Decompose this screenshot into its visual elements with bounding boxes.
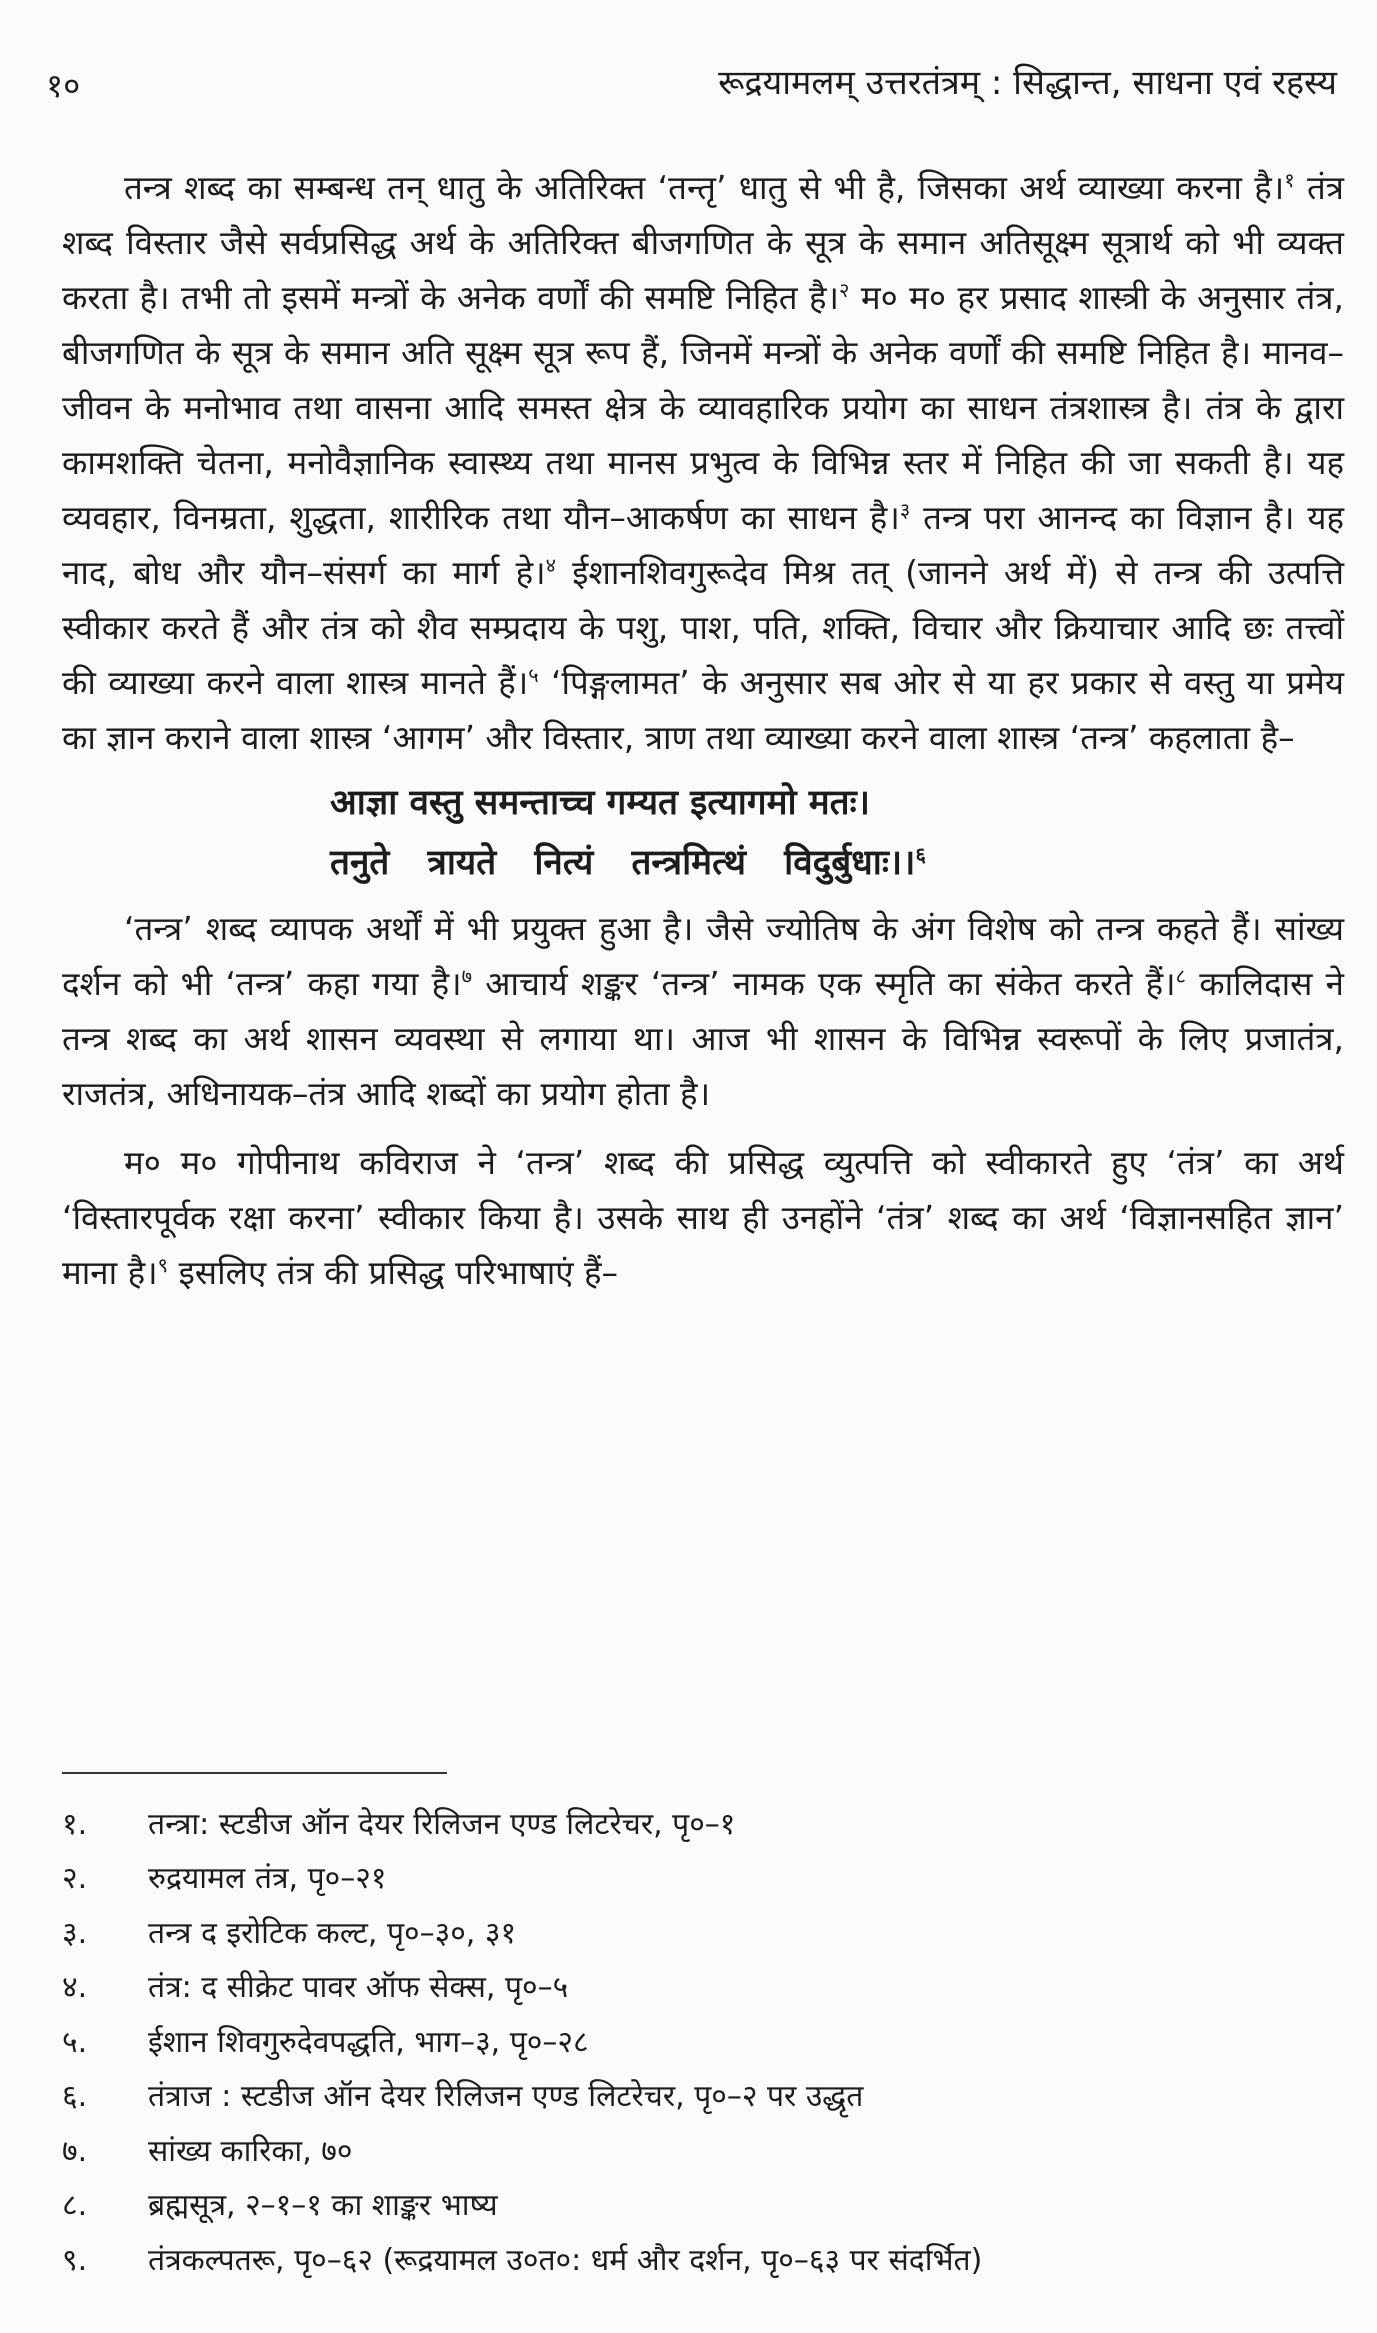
footnote-number: २. [62,1861,88,1897]
text-span: ‘तन्त्र’ शब्द व्यापक अर्थों में भी प्रयुक्त हुआ है। जैसे ज्योतिष के अंग विशेष को तन्त्र कहते हैं। सांख्य दर्शन को भी ‘तन्त्र’ कहा गया है। [62,909,1344,1003]
footnote-item [62,2013,1352,2068]
footnote-text: तन्त्र द इरोटिक कल्ट, पृ०–३०, ३१ [148,1915,517,1951]
footnote-number: ८. [62,2188,88,2224]
footnote-text: तंत्रकल्पतरू, पृ०–६२ (रूद्रयामल उ०त०: धर्म और दर्शन, पृ०–६३ पर संदर्भित) [148,2242,983,2278]
footnote-text: सांख्य कारिका, ७० [148,2133,353,2169]
running-title: रूद्रयामलम् उत्तरतंत्रम् : सिद्धान्त, साधना एवं रहस्य [718,63,1337,103]
footnote-text: तन्त्रा: स्टडीज ऑन देयर रिलिजन एण्ड लिटरेचर, पृ०–१ [148,1806,736,1842]
footnote-text: तंत्राज : स्टडीज ऑन देयर रिलिजन एण्ड लिटरेचर, पृ०–२ पर उद्धृत [148,2079,864,2115]
text-span: इसलिए तंत्र की प्रसिद्ध परिभाषाएं हैं– [168,1253,619,1292]
footnote-item [62,2231,1352,2286]
footnote-item [62,2177,1352,2232]
verse-line-2-text: तनुते त्रायते नित्यं तन्त्रमित्थं विदुर्बुधाः।। [330,843,916,883]
text-span: ‘पिङ्गलामत’ के अनुसार सब ओर से या हर प्रकार से वस्तु या प्रमेय का ज्ञान कराने वाला शास्त्र ‘आगम’ और विस्तार, त्राण तथा व्याख्या करने वाला शास्त्र ‘तन्त्र’ कहलाता है– [62,663,1344,757]
page-number: १० [46,66,81,105]
footnote-ref-2: २ [839,278,850,302]
footnote-number: ६. [62,2079,88,2115]
text-span: म० म० हर प्रसाद शास्त्री के अनुसार तंत्र, बीजगणित के सूत्र के समान अति सूक्ष्म सूत्र रूप हैं, जिनमें मन्त्रों के अनेक वर्णों की समष्टि निहित है। मानव–जीवन के मनोभाव तथा वासना आदि समस्त क्षेत्र के व्यावहारिक प्रयोग का साधन तंत्रशास्त्र है। तंत्र के द्वारा कामशक्ति चेतना, मनोवैज्ञानिक स्वास्थ्य तथा मानस प्रभुत्व के विभिन्न स्तर में निहित की जा सकती है। यह व्यवहार, विनम्रता, शुद्धता, शारीरिक तथा यौन–आकर्षण का साधन है। [62,278,1344,537]
text-span: तन्त्र शब्द का सम्बन्ध तन् धातु के अतिरिक्त ‘तन्तृ’ धातु से भी है, जिसका अर्थ व्याख्या करना है। [124,168,1285,207]
footnote-ref-6: ६ [915,842,926,867]
footnote-ref-4: ४ [545,553,557,577]
footnotes [62,1795,1352,2286]
footnote-number: ९. [62,2242,88,2278]
footnote-item [62,1904,1352,1959]
footnote-item [62,1850,1352,1905]
paragraph-3 [62,1135,1344,1300]
paragraph-1 [62,160,1344,765]
footnote-ref-1: १ [1284,168,1295,192]
footnote-number: ७. [62,2133,88,2169]
footnote-ref-7: ७ [461,964,473,988]
footnote-text: तंत्र: द सीक्रेट पावर ऑफ सेक्स, पृ०–५ [148,1970,569,2006]
footnote-ref-8: ८ [1175,964,1187,988]
footnote-number: ४. [62,1970,88,2006]
footnote-ref-9: ९ [157,1253,169,1277]
footnote-text: ब्रह्मसूत्र, २–१–१ का शाङ्कर भाष्य [148,2188,498,2224]
footnote-text: ईशान शिवगुरुदेवपद्धति, भाग–३, पृ०–२८ [148,2024,589,2060]
verse-block [330,773,1344,893]
footnote-item [62,1795,1352,1850]
footnote-number: १. [62,1806,88,1842]
footnote-divider [62,1772,447,1774]
text-span: तन्त्र परा आनन्द का विज्ञान है। यह नाद, बोध और यौन–संसर्ग का मार्ग हे। [62,498,1344,592]
text-span: ईशानशिवगुरूदेव मिश्र तत् (जानने अर्थ में) से तन्त्र की उत्पत्ति स्वीकार करते हैं और तंत्र को शैव सम्प्रदाय के पशु, पाश, पति, शक्ति, विचार और क्रियाचार आदि छः तत्त्वों की व्याख्या करने वाला शास्त्र मानते हैं। [62,553,1345,702]
text-span: तंत्र शब्द विस्तार जैसे सर्वप्रसिद्ध अर्थ के अतिरिक्त बीजगणित के सूत्र के समान अतिसूक्ष्म सूत्रार्थ को भी व्यक्त करता है। तभी तो इसमें मन्त्रों के अनेक वर्णों की समष्टि निहित है। [62,168,1344,317]
text-span: म० म० गोपीनाथ कविराज ने ‘तन्त्र’ शब्द की प्रसिद्ध व्युत्पत्ति को स्वीकारते हुए ‘तंत्र’ का अर्थ ‘विस्तारपूर्वक रक्षा करना’ स्वीकार किया है। उसके साथ ही उनहोंने ‘तंत्र’ शब्द का अर्थ ‘विज्ञानसहित ज्ञान’ माना है। [62,1143,1344,1292]
footnote-number: ३. [62,1915,88,1951]
verse-line-1: आज्ञा वस्तु समन्ताच्च गम्यत इत्यागमो मतः। [330,783,870,823]
footnote-item [62,2068,1352,2123]
footnote-ref-5: ५ [528,663,539,687]
text-span: आचार्य शङ्कर ‘तन्त्र’ नामक एक स्मृति का संकेत करते हैं। [472,964,1176,1003]
footnote-number: ५. [62,2024,88,2060]
footnote-ref-3: ३ [899,498,911,522]
paragraph-2 [62,901,1344,1121]
text-span: कालिदास ने तन्त्र शब्द का अर्थ शासन व्यवस्था से लगाया था। आज भी शासन के विभिन्न स्वरूपों के लिए प्रजातंत्र, राजतंत्र, अधिनायक–तंत्र आदि शब्दों का प्रयोग होता है। [62,964,1344,1113]
verse-line-2 [330,833,1344,893]
body-text [62,160,1344,1300]
footnote-item [62,1959,1352,2014]
footnote-text: रुद्रयामल तंत्र, पृ०–२१ [148,1861,387,1897]
footnote-item [62,2122,1352,2177]
